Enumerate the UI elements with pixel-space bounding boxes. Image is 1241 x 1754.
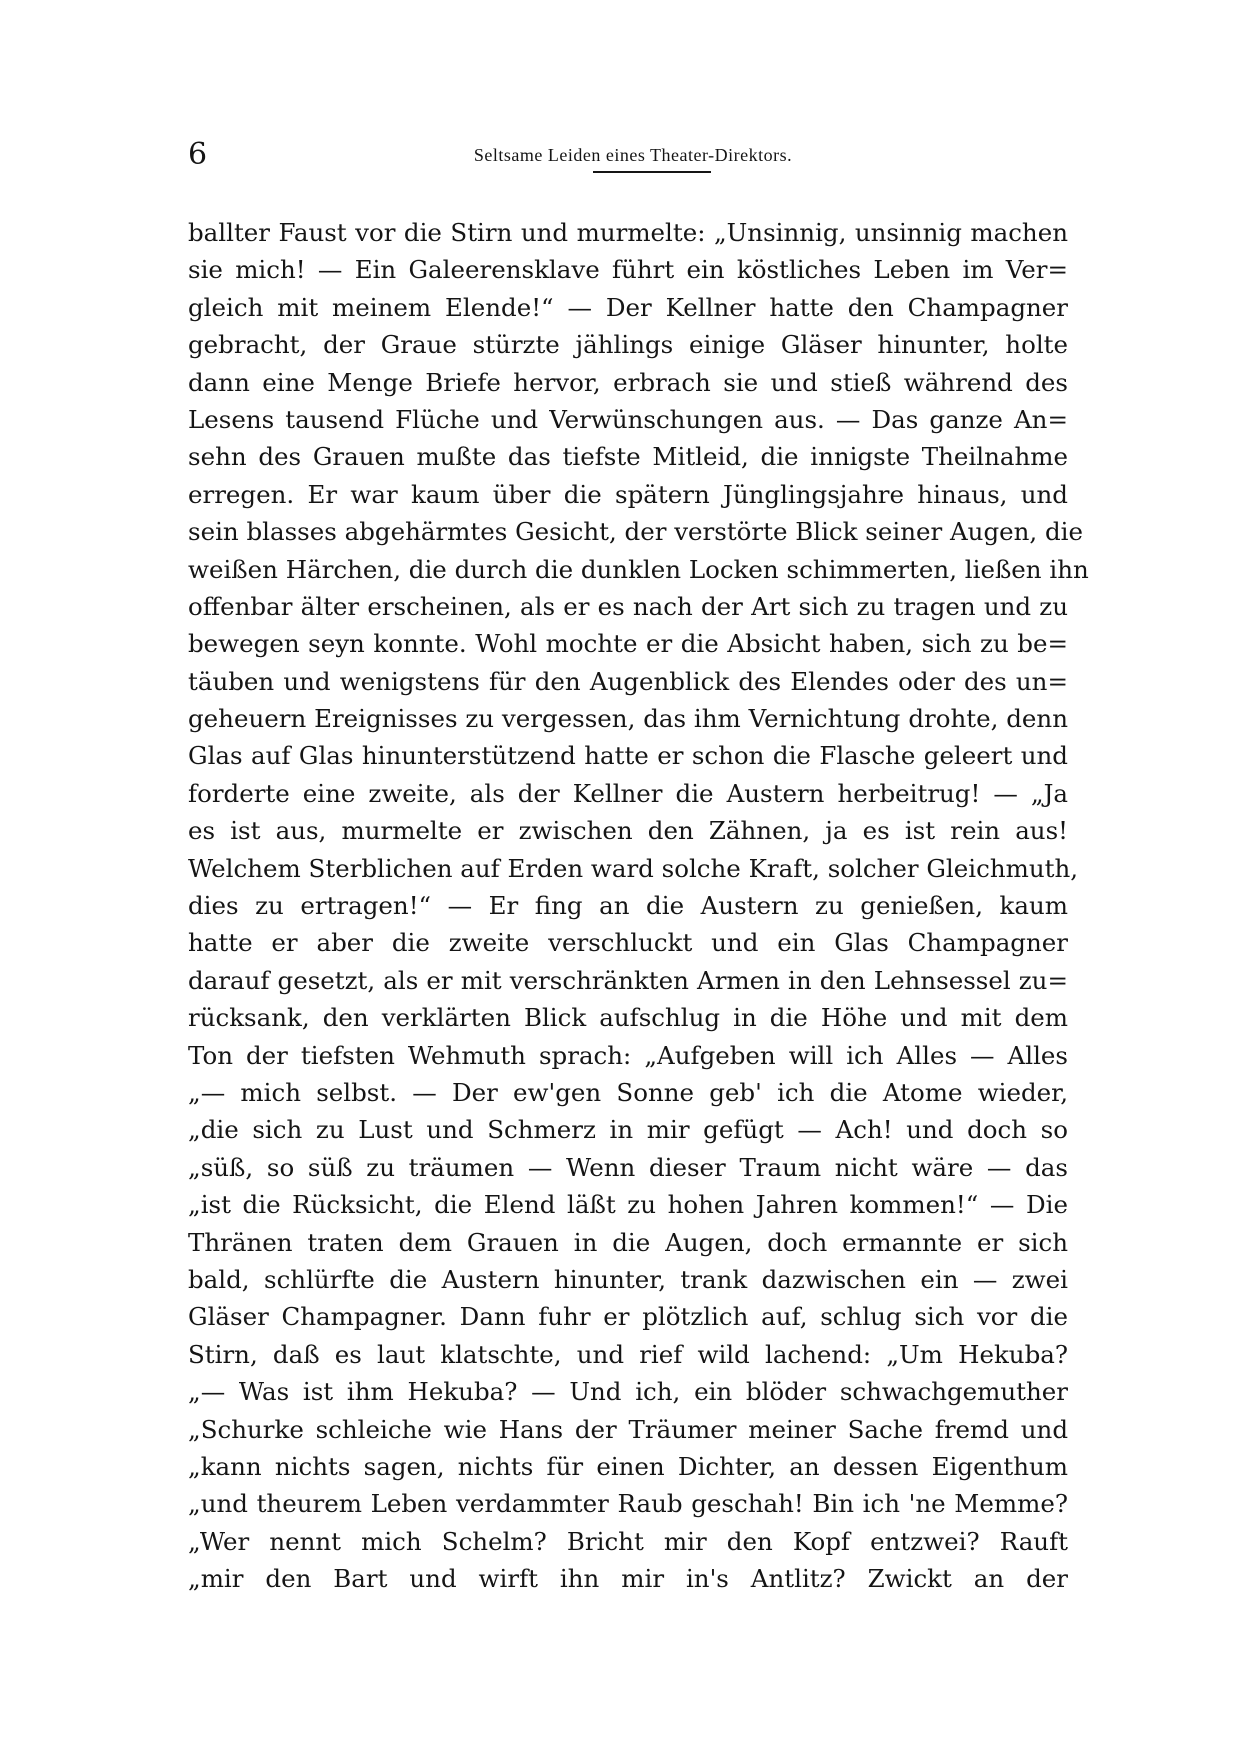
text-line: darauf gesetzt, als er mit verschränkten Armen in den Lehnsessel zu= (188, 965, 1068, 995)
text-line: „süß, so süß zu träumen — Wenn dieser Traum nicht wäre — das (188, 1152, 1068, 1182)
text-line: Lesens tausend Flüche und Verwünschungen aus. — Das ganze An= (188, 404, 1068, 434)
body-text (188, 214, 1089, 1597)
text-line: täuben und wenigstens für den Augenblick des Elendes oder des un= (188, 666, 1068, 696)
text-line: „— Was ist ihm Hekuba? — Und ich, ein blöder schwachgemuther (188, 1377, 1068, 1407)
text-line: gebracht, der Graue stürzte jählings einige Gläser hinunter, holte (188, 330, 1068, 360)
text-line: Gläser Champagner. Dann fuhr er plötzlich auf, schlug sich vor die (188, 1302, 1068, 1332)
text-line: Thränen traten dem Grauen in die Augen, doch ermannte er sich (188, 1227, 1068, 1257)
text-line: „ist die Rücksicht, die Elend läßt zu hohen Jahren kommen!“ — Die (188, 1190, 1068, 1220)
text-line: „— mich selbst. — Der ew'gen Sonne geb' ich die Atome wieder, (188, 1077, 1068, 1107)
text-line: sie mich! — Ein Galeerensklave führt ein köstliches Leben im Ver= (188, 255, 1068, 285)
text-line: „Schurke schleiche wie Hans der Träumer meiner Sache fremd und (188, 1414, 1068, 1444)
page-header (188, 138, 1068, 178)
text-line: es ist aus, murmelte er zwischen den Zähnen, ja es ist rein aus! (188, 816, 1068, 846)
text-line: hatte er aber die zweite verschluckt und ein Glas Champagner (188, 928, 1068, 958)
text-line: rücksank, den verklärten Blick aufschlug in die Höhe und mit dem (188, 1003, 1068, 1033)
text-line: forderte eine zweite, als der Kellner die Austern herbeitrug! — „Ja (188, 778, 1068, 808)
text-line: sehn des Grauen mußte das tiefste Mitleid, die innigste Theilnahme (188, 442, 1068, 472)
text-line: erregen. Er war kaum über die spätern Jünglingsjahre hinaus, und (188, 479, 1068, 509)
text-line: „mir den Bart und wirft ihn mir in's Antlitz? Zwickt an der (188, 1564, 1068, 1594)
page-number: 6 (188, 137, 208, 172)
text-line: „die sich zu Lust und Schmerz in mir gefügt — Ach! und doch so (188, 1115, 1068, 1145)
text-line: geheuern Ereignisses zu vergessen, das ihm Vernichtung drohte, denn (188, 704, 1068, 734)
text-line: bald, schlürfte die Austern hinunter, trank dazwischen ein — zwei (188, 1264, 1068, 1294)
text-line: „Wer nennt mich Schelm? Bricht mir den Kopf entzwei? Rauft (188, 1526, 1068, 1556)
text-line: sein blasses abgehärmtes Gesicht, der verstörte Blick seiner Augen, die (188, 517, 1084, 547)
text-line: „und theurem Leben verdammter Raub geschah! Bin ich 'ne Memme? (188, 1489, 1068, 1519)
header-rule (593, 171, 711, 173)
running-title: Seltsame Leiden eines Theater-Direktors. (473, 145, 793, 165)
text-line: gleich mit meinem Elende!“ — Der Kellner hatte den Champagner (188, 292, 1068, 322)
text-line: Glas auf Glas hinunterstützend hatte er schon die Flasche geleert und (188, 741, 1068, 771)
text-line: offenbar älter erscheinen, als er es nach der Art sich zu tragen und zu (188, 591, 1068, 621)
text-line: ballter Faust vor die Stirn und murmelte: „Unsinnig, unsinnig machen (188, 218, 1068, 247)
text-line: Stirn, daß es laut klatschte, und rief wild lachend: „Um Hekuba? (188, 1339, 1068, 1369)
text-line: weißen Härchen, die durch die dunklen Locken schimmerten, ließen ihn (188, 554, 1089, 584)
text-line: „kann nichts sagen, nichts für einen Dichter, an dessen Eigenthum (188, 1451, 1068, 1481)
text-line: bewegen seyn konnte. Wohl mochte er die Absicht haben, sich zu be= (188, 629, 1068, 659)
text-line: dann eine Menge Briefe hervor, erbrach sie und stieß während des (188, 367, 1068, 397)
text-line: dies zu ertragen!“ — Er fing an die Austern zu genießen, kaum (188, 891, 1068, 921)
text-line: Ton der tiefsten Wehmuth sprach: „Aufgeben will ich Alles — Alles (188, 1040, 1068, 1070)
text-line: Welchem Sterblichen auf Erden ward solche Kraft, solcher Gleichmuth, (188, 853, 1079, 883)
